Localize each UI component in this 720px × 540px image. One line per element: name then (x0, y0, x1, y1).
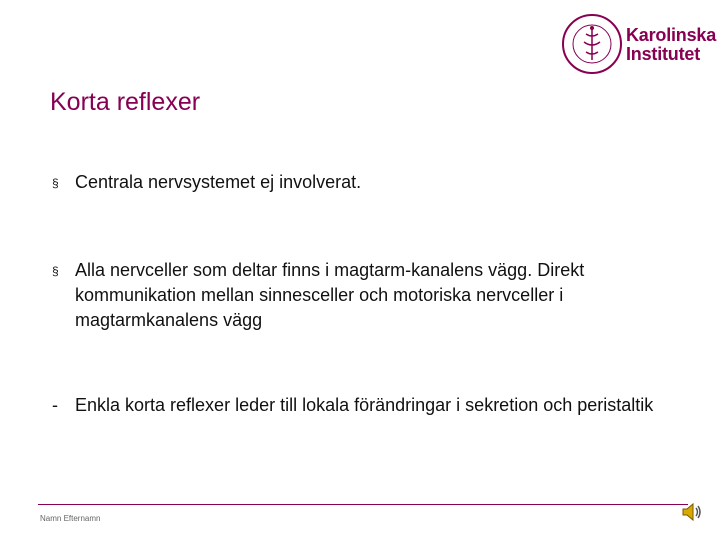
footer-divider (38, 504, 688, 505)
bullet-marker: - (52, 395, 58, 415)
slide-title: Korta reflexer (50, 88, 201, 116)
bullet-item (52, 393, 665, 418)
karolinska-logo (560, 12, 717, 74)
bullet-marker: § (52, 176, 59, 190)
footer-author: Namn Efternamn (40, 514, 101, 523)
bullet-text: Centrala nervsystemet ej involverat. (75, 172, 362, 192)
logo-wordmark (626, 26, 716, 64)
bullet-item (52, 258, 665, 333)
bullet-text: Enkla korta reflexer leder till lokala förändringar i sekretion och peristaltik (75, 395, 654, 415)
bullet-text: Alla nervceller som deltar finns i magtarm-kanalens vägg. Direkt kommunikation mellan sinnesceller och motoriska nervceller i magtarmkanalens vägg (75, 260, 585, 330)
bullet-item (52, 170, 665, 195)
logo-name-line2: Institutet (626, 44, 700, 64)
logo-name-line1: Karolinska (626, 25, 717, 45)
bullet-marker: § (52, 264, 59, 278)
seal-icon (560, 12, 624, 76)
speaker-icon[interactable] (680, 500, 704, 524)
